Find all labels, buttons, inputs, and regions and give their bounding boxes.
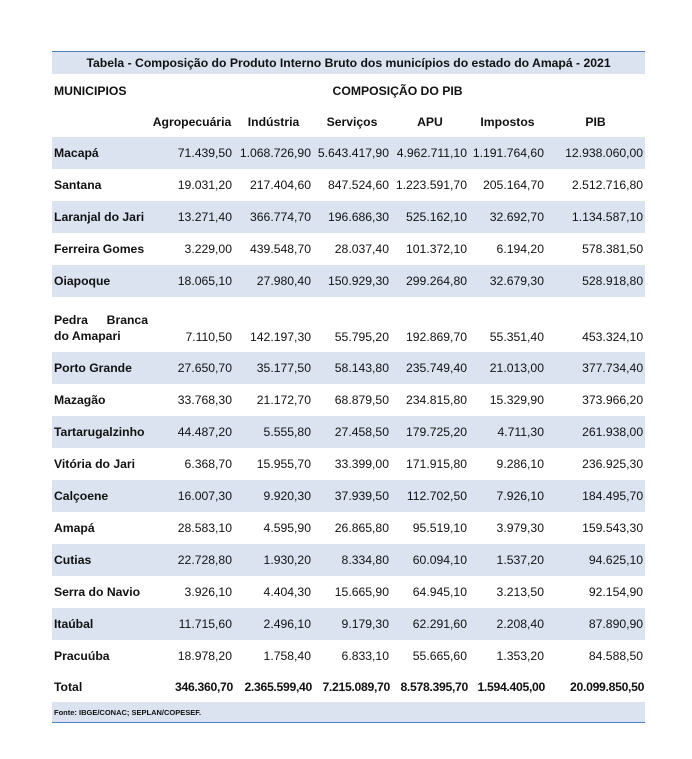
source-row bbox=[52, 702, 645, 723]
table-cell: 35.177,50 bbox=[234, 352, 313, 384]
table-row bbox=[52, 544, 645, 576]
table-cell: 6.833,10 bbox=[341, 649, 389, 663]
table-cell: 578.381,50 bbox=[582, 242, 644, 256]
table-cell: 3.926,10 bbox=[184, 585, 232, 599]
table-cell: 2.496,10 bbox=[234, 608, 313, 640]
total-label: Total bbox=[54, 680, 83, 694]
table-cell: 150.929,30 bbox=[313, 265, 391, 297]
table-row bbox=[52, 201, 645, 233]
table-cell: 64.945,10 bbox=[412, 585, 467, 599]
table-cell: 5.555,80 bbox=[234, 416, 313, 448]
table-cell: 55.795,20 bbox=[334, 330, 389, 344]
column-header: Indústria bbox=[247, 115, 300, 129]
table-cell: 26.865,80 bbox=[334, 521, 389, 535]
municipio-name: Ferreira Gomes bbox=[54, 242, 145, 256]
table-cell: 55.351,40 bbox=[489, 330, 544, 344]
table-cell: 6.194,20 bbox=[496, 242, 544, 256]
table-cell: 27.458,50 bbox=[313, 416, 391, 448]
table-cell: 439.548,70 bbox=[250, 242, 311, 256]
total-cell: 1.594.405,00 bbox=[477, 680, 545, 694]
table-row bbox=[52, 384, 645, 416]
table-cell: 3.229,00 bbox=[184, 242, 232, 256]
table-row bbox=[52, 169, 645, 201]
table-cell: 7.110,50 bbox=[185, 330, 232, 344]
table-cell: 196.686,30 bbox=[313, 201, 391, 233]
table-cell: 525.162,10 bbox=[391, 201, 469, 233]
table-row bbox=[52, 480, 645, 512]
table-cell: 11.715,60 bbox=[150, 608, 234, 640]
municipio-name: Amapá bbox=[54, 521, 95, 535]
table-cell: 1.758,40 bbox=[263, 649, 311, 663]
table-cell: 22.728,80 bbox=[150, 544, 234, 576]
total-cell: 2.365.599,40 bbox=[244, 680, 312, 694]
table-row bbox=[52, 512, 645, 544]
table-cell: 13.271,40 bbox=[150, 201, 234, 233]
table-cell: 236.925,30 bbox=[582, 457, 644, 471]
table-cell: 15.329,90 bbox=[489, 393, 544, 407]
total-cell: 8.578.395,70 bbox=[400, 680, 468, 694]
table-cell: 1.191.764,60 bbox=[469, 137, 546, 169]
table-cell: 217.404,60 bbox=[250, 178, 311, 192]
table-cell: 453.324,10 bbox=[582, 330, 644, 344]
table-cell: 377.734,40 bbox=[546, 352, 645, 384]
table-row bbox=[52, 297, 645, 352]
municipio-name: Mazagão bbox=[54, 393, 106, 407]
column-header: PIB bbox=[585, 115, 606, 129]
table-title-row bbox=[52, 52, 645, 75]
table-cell: 94.625,10 bbox=[546, 544, 645, 576]
table-cell: 1.223.591,70 bbox=[395, 178, 467, 192]
table-row bbox=[52, 416, 645, 448]
table-cell: 1.537,20 bbox=[469, 544, 546, 576]
total-cell: 7.215.089,70 bbox=[322, 680, 390, 694]
table-cell: 4.404,30 bbox=[263, 585, 311, 599]
table-cell: 32.692,70 bbox=[469, 201, 546, 233]
header-blank bbox=[52, 107, 150, 137]
table-cell: 6.368,70 bbox=[184, 457, 232, 471]
table-cell: 27.980,40 bbox=[234, 265, 313, 297]
table-cell: 9.179,30 bbox=[313, 608, 391, 640]
table-cell: 71.439,50 bbox=[150, 137, 234, 169]
table-cell: 4.962.711,10 bbox=[391, 137, 469, 169]
table-cell: 1.930,20 bbox=[234, 544, 313, 576]
table-row bbox=[52, 137, 645, 169]
municipio-name: Laranjal do Jari bbox=[52, 201, 150, 233]
table-cell: 33.399,00 bbox=[334, 457, 389, 471]
table-cell: 87.890,90 bbox=[546, 608, 645, 640]
table-cell: 21.172,70 bbox=[256, 393, 311, 407]
municipio-name: Santana bbox=[54, 178, 102, 192]
table-title: Tabela - Composição do Produto Interno Bruto dos municípios do estado do Amapá - 2021 bbox=[52, 52, 645, 75]
table-cell: 18.065,10 bbox=[150, 265, 234, 297]
table-row bbox=[52, 608, 645, 640]
table-cell: 16.007,30 bbox=[150, 480, 234, 512]
table-cell: 9.920,30 bbox=[234, 480, 313, 512]
table-cell: 12.938.060,00 bbox=[546, 137, 645, 169]
table-cell: 27.650,70 bbox=[150, 352, 234, 384]
municipio-name: Tartarugalzinho bbox=[52, 416, 150, 448]
municipio-name: Porto Grande bbox=[52, 352, 150, 384]
table-cell: 5.643.417,90 bbox=[313, 137, 391, 169]
table-cell: 4.595,90 bbox=[263, 521, 311, 535]
municipio-name: Vitória do Jari bbox=[54, 457, 136, 471]
table-cell: 366.774,70 bbox=[234, 201, 313, 233]
table-cell: 9.286,10 bbox=[496, 457, 544, 471]
table-cell: 112.702,50 bbox=[391, 480, 469, 512]
table-cell: 8.334,80 bbox=[313, 544, 391, 576]
table-cell: 68.879,50 bbox=[334, 393, 389, 407]
table-cell: 15.955,70 bbox=[256, 457, 311, 471]
table-cell: 60.094,10 bbox=[391, 544, 469, 576]
table-cell: 2.512.716,80 bbox=[571, 178, 644, 192]
table-cell: 28.583,10 bbox=[177, 521, 232, 535]
table-cell: 7.926,10 bbox=[469, 480, 546, 512]
pib-table-container bbox=[52, 51, 645, 723]
table-cell: 179.725,20 bbox=[391, 416, 469, 448]
table-cell: 1.068.726,90 bbox=[234, 137, 313, 169]
table-cell: 192.869,70 bbox=[406, 330, 467, 344]
source-note: Fonte: IBGE/CONAC; SEPLAN/COPESEF. bbox=[52, 702, 645, 723]
table-cell: 58.143,80 bbox=[313, 352, 391, 384]
municipio-name: Itaúbal bbox=[52, 608, 150, 640]
table-cell: 142.197,30 bbox=[250, 330, 311, 344]
table-cell: 18.978,20 bbox=[177, 649, 232, 663]
column-header: APU bbox=[417, 115, 443, 129]
table-cell: 528.918,80 bbox=[546, 265, 645, 297]
table-cell: 1.134.587,10 bbox=[546, 201, 645, 233]
table-cell: 234.815,80 bbox=[406, 393, 467, 407]
table-cell: 101.372,10 bbox=[406, 242, 467, 256]
table-cell: 21.013,00 bbox=[469, 352, 546, 384]
municipio-name: Macapá bbox=[52, 137, 150, 169]
table-row bbox=[52, 233, 645, 265]
municipio-name: Pedra Branca do Amapari bbox=[54, 313, 148, 343]
table-cell: 55.665,60 bbox=[412, 649, 467, 663]
table-cell: 261.938,00 bbox=[546, 416, 645, 448]
table-cell: 205.164,70 bbox=[483, 178, 544, 192]
municipio-name: Calçoene bbox=[52, 480, 150, 512]
table-cell: 32.679,30 bbox=[469, 265, 546, 297]
column-header: Impostos bbox=[480, 115, 535, 129]
municipio-name: Serra do Navio bbox=[54, 585, 141, 599]
table-cell: 95.519,10 bbox=[412, 521, 467, 535]
municipio-name: Pracuúba bbox=[54, 649, 110, 663]
table-cell: 84.588,50 bbox=[588, 649, 644, 663]
table-cell: 62.291,60 bbox=[391, 608, 469, 640]
table-cell: 373.966,20 bbox=[582, 393, 644, 407]
table-row bbox=[52, 448, 645, 480]
header-municipios: MUNICIPIOS bbox=[54, 83, 127, 98]
header-composicao: COMPOSIÇÃO DO PIB bbox=[332, 83, 463, 98]
column-header: Serviços bbox=[326, 115, 378, 129]
table-cell: 37.939,50 bbox=[313, 480, 391, 512]
header-row-group bbox=[52, 74, 645, 107]
table-cell: 299.264,80 bbox=[391, 265, 469, 297]
table-row bbox=[52, 576, 645, 608]
table-cell: 92.154,90 bbox=[588, 585, 644, 599]
table-row bbox=[52, 265, 645, 297]
table-cell: 3.213,50 bbox=[496, 585, 544, 599]
table-cell: 3.979,30 bbox=[496, 521, 544, 535]
total-row bbox=[52, 672, 645, 702]
table-cell: 44.487,20 bbox=[150, 416, 234, 448]
table-cell: 33.768,30 bbox=[177, 393, 232, 407]
table-cell: 2.208,40 bbox=[469, 608, 546, 640]
table-row bbox=[52, 352, 645, 384]
table-cell: 28.037,40 bbox=[334, 242, 389, 256]
table-cell: 847.524,60 bbox=[328, 178, 389, 192]
table-cell: 19.031,20 bbox=[177, 178, 232, 192]
table-cell: 184.495,70 bbox=[546, 480, 645, 512]
municipio-name: Oiapoque bbox=[52, 265, 150, 297]
table-row bbox=[52, 640, 645, 672]
table-cell: 171.915,80 bbox=[406, 457, 467, 471]
table-cell: 4.711,30 bbox=[469, 416, 546, 448]
total-cell: 346.360,70 bbox=[175, 680, 233, 694]
header-row-columns bbox=[52, 107, 645, 137]
table-cell: 1.353,20 bbox=[496, 649, 544, 663]
table-cell: 235.749,40 bbox=[391, 352, 469, 384]
column-header: Agropecuária bbox=[152, 115, 232, 129]
municipio-name: Cutias bbox=[52, 544, 150, 576]
table-cell: 159.543,30 bbox=[582, 521, 644, 535]
pib-table bbox=[52, 51, 645, 723]
total-cell: 20.099.850,50 bbox=[570, 680, 645, 694]
table-cell: 15.665,90 bbox=[334, 585, 389, 599]
